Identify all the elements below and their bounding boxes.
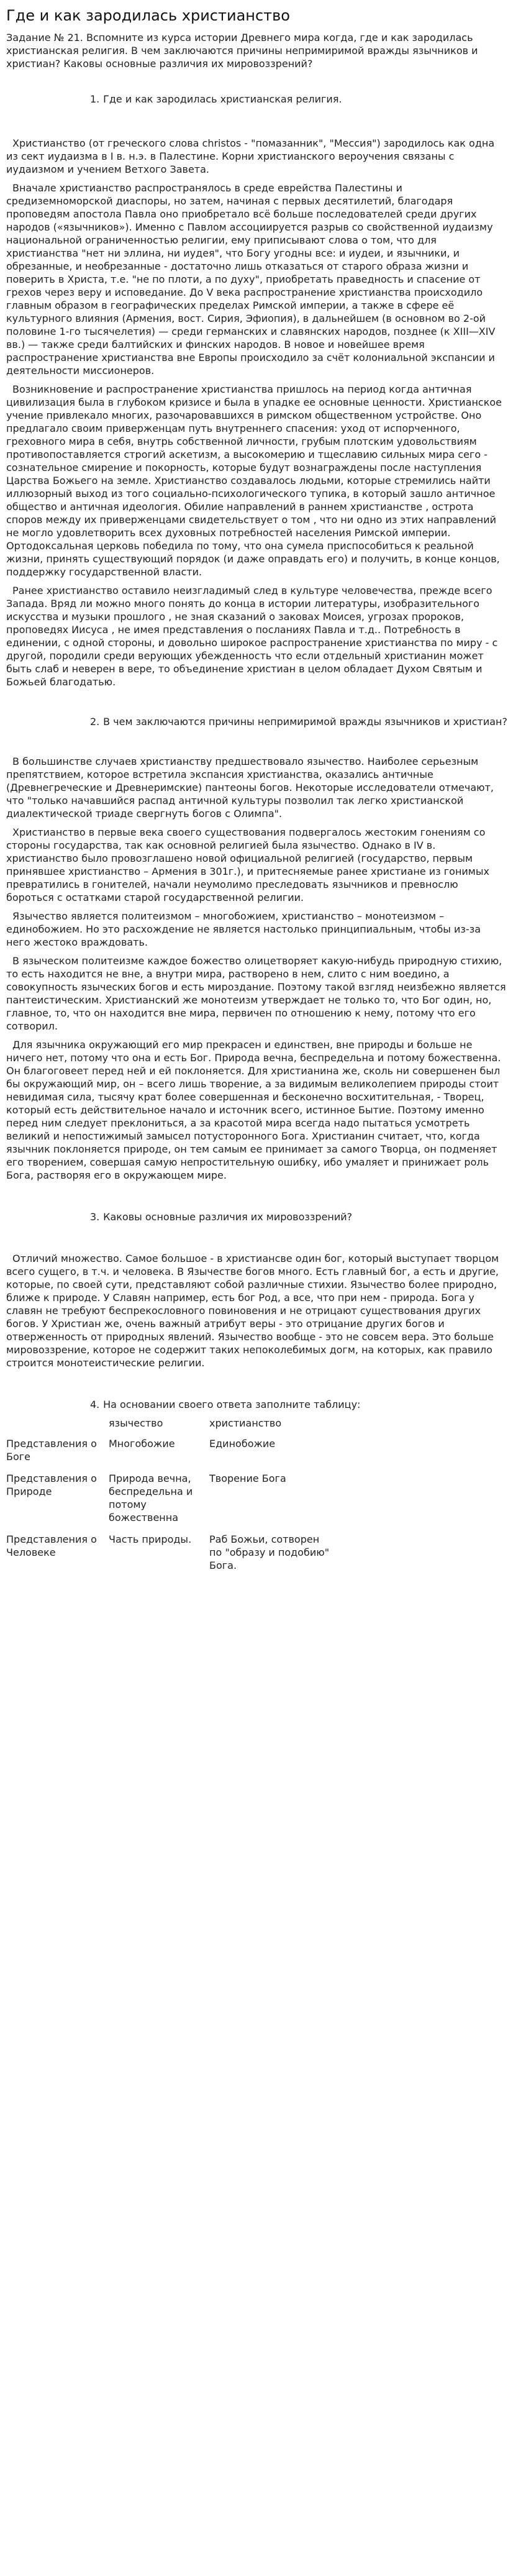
page-title: Где и как зародилась христианство (6, 7, 290, 24)
answer-2-paragraph: В языческом политеизме каждое божество олицетворяет какую-нибудь природную стихию, то есть находится не вне, а внутри мира, растворено в нем, слито с ним воедино, а совокупность языческих богов и есть мироздание. Поэтому такой взгляд неизбежно является пантеистическим. Христианский же монотеизм утверждает не только то, что Бог один, но, главное, то, что он находится вне мира, первичен по отношению к нему, потому что его сотворил. (6, 955, 506, 1032)
comparison-table (6, 1417, 333, 1581)
question-1-heading (6, 93, 507, 106)
answer-2-paragraph: Для язычника окружающий его мир прекрасен и единствен, вне природы и больше не ничего нет, потому что она и есть Бог. Природа вечна, беспредельна и потому божественна. Он благоговеет перед ней и ей поклоняется. Для христианина же, сколь ни совершенен был бы окружающий мир, он – всего лишь творение, а за видимым великолепием природы стоит невидимая сила, тысячу крат более совершенная и бесконечно восхитительная, - Творец, который есть действительное начало и источник всего, истинное Бытие. Поэтому именно перед ним следует преклониться, а за красотой мира всегда надо пытаться усмотреть великий и непостижимый замысел потусторонного Бога. Христианин считает, что, когда язычник поклоняется природе, он тем самым ее принимает за самого Творца, он подменяет его творением, совершая самую непростительную ошибку, ибо умаляет и принижает роль Бога, растворяя его в окружающем мире. (6, 1039, 501, 1181)
answer-1-paragraph: Возникновение и распространение христианства пришлось на период когда античная цивилизация была в глубоком кризисе и была в упадке ее основные ценности. Христианское учение привлекало многих, разочаровавшихся в римском общественном устройстве. Оно предлагало своим приверженцам путь внутреннего спасения: уход от испорченного, греховного мира в себя, внутрь собственной личности, грубым плотским удовольствиям противопоставляется строгий аскетизм, а высокомерию и тщеславию сильных мира сего - сознательное смирение и покорность, которые будут вознаграждены после наступления Царства Божьего на земле. Христианство создавалось людьми, которые стремились найти иллюзорный выход из того социально-психологического тупика, в который зашло античное общество и античная идеология. Обилие направлений в раннем христианстве , острота споров между их приверженцами свидетельствует о том , что ни одно из этих направлений не могло удовлетворить всех духовных потребностей населения Римской империи. Ортодоксальная церковь победила по тому, что она сумела приспособиться к реальной жизни, принять существующий порядок (и даже оправдать его) и получить, в конце концов, поддержку государственной власти. (6, 383, 502, 578)
answer-3-paragraph: Отличий множество. Самое большое - в христиансве один бог, который выступает творцом всего сущего, в т.ч. и человека. В Язычестве богов много. Есть главный бог, а есть и другие, которые, по своей сути, представляют собой различные стихии. Язычество более природно, ближе к природе. У Славян например, есть бог Род, а все, что при нем - природа. Бога у славян не требуют беспрекословного повиновения и не отрицают существования других богов. У Христиан же, очень важный атрибут веры - это отрицание других богов и отверженность от природных явлений. Язычество вообще - это не совсем вера. Это больше мировоззрение, которое не содержит таких непоколебимых догм, на которых, как правило строится монотеистические религии. (6, 1253, 499, 1369)
table-cell: Представления о Боге (6, 1438, 97, 1463)
answer-2-paragraph: В большинстве случаев христианству предшествовало язычество. Наиболее серьезным препятствием, которое встретила экспансия христианства, оказались античные (Древнегреческие и Древнеримские) пантеоны богов. Некоторые исследователи отмечают, что "только начавшийся распад античной культуры позволил так легко христианской диалектической триаде свергнуть богов с Олимпа". (6, 756, 494, 820)
answer-2-paragraph: Язычество является политеизмом – многобожием, христианство – монотеизмом – единобожием. Но это расхождение не является настолько принципиальным, чтобы из-за него жестоко враждовать. (6, 910, 481, 948)
table-row (6, 1472, 333, 1533)
question-2-heading (6, 715, 507, 728)
question-2-number: 2. (90, 716, 100, 728)
table-row (6, 1533, 333, 1581)
answer-1-paragraph: Христианство (от греческого слова christos - "помазанник", "Мессия") зародилось как одна из сект иудаизма в I в. н.э. в Палестине. Корни христианского вероучения связаны с иудаизмом и учением Ветхого Завета. (6, 137, 495, 175)
table-cell: Творение Бога (209, 1473, 286, 1484)
table-cell: Часть природы. (109, 1533, 192, 1545)
question-4-heading (6, 1398, 507, 1411)
table-row (6, 1437, 333, 1472)
question-4-number: 4. (90, 1399, 100, 1410)
answer-1-paragraph: Вначале христианство распространялось в среде еврейства Палестины и средиземноморской диаспоры, но затем, начиная с первых десятилетий, благодаря проповедям апостола Павла оно приобретало всё больше последователей среди других народов («язычников»). Именно с Павлом ассоциируется разрыв со свойственной иудаизму национальной ограниченностью религии, ему приписывают слова о том, что для христианства "нет ни эллина, ни иудея", что Богу угодны все: и иудеи, и язычники, и обрезанные, и необрезанные - достаточно лишь отказаться от старого образа жизни и поверить в Христа, т.е. "не по плоти, а по духу", приобретать праведность и спасение от грехов через веру и исповедание. До V века распространение христианства происходило главным образом в географических пределах Римской империи, а также в сфере её культурного влияния (Армения, вост. Сирия, Эфиопия), в дальнейшем (в основном во 2-ой половине 1-го тысячелетия) — среди германских и славянских народов, позднее (к XIII—XIV вв.) — также среди балтийских и финских народов. В новое и новейшее время распространение христианства вне Европы происходило за счёт колониальной экспансии и деятельности миссионеров. (6, 182, 496, 377)
question-3-heading (6, 1210, 507, 1223)
table-cell: Раб Божьи, сотворен по "образу и подобию" Бога. (209, 1533, 330, 1571)
question-1-text: Где и как зародилась христианская религия. (103, 93, 342, 105)
question-3-text: Каковы основные различия их мировоззрений? (103, 1211, 353, 1223)
answer-1-paragraph: Ранее христианство оставило неизгладимый след в культуре человечества, прежде всего Запада. Вряд ли можно много понять до конца в истории литературы, изобразительного искусства и музыки прошлого , не зная сказаний о заковах Моисея, угрозах пророков, проповедях Иисуса , не имея представления о посланиях Павла и т.д.. Потребность в единении, с одной стороны, и довольно широкое распространение христианства по миру - с другой, породили среди верующих убежденность что если отдельный христианин может быть слаб и неверен в вере, то объединение христиан в целом обладает Духом Святым и Божьей благодатью. (6, 585, 498, 688)
question-4-text: На основании своего ответа заполните таблицу: (103, 1399, 361, 1410)
table-header-cell: христианство (209, 1417, 282, 1429)
question-3-number: 3. (90, 1211, 100, 1223)
answer-2-paragraph: Христианство в первые века своего существования подвергалось жестоким гонениям со стороны государства, так как основной религией была язычество. Однако в IV в. христианство было провозглашено новой официальной религией (государство, первым принявшее христианство – Армения в 301г.), и притесняемые ранее христиане из гонимых превратились в гонителей, начали неумолимо преследовать язычников и превнослю бороться с остатками старой государственной религии. (6, 826, 489, 903)
table-cell: Природа вечна, беспредельна и потому божественна (109, 1473, 193, 1523)
table-cell: Представления о Природе (6, 1473, 97, 1497)
table-header-cell (6, 1417, 109, 1437)
table-cell: Представления о Человеке (6, 1533, 97, 1558)
question-2-text: В чем заключаются причины непримиримой вражды язычников и христиан? (103, 716, 507, 728)
question-1-number: 1. (90, 93, 100, 105)
task-text: Задание № 21. Вспомните из курса истории Древнего мира когда, где и как зародилась христианская религия. В чем заключаются причины непримиримой вражды язычников и христиан? Каковы основные различия их мировоззрений? (6, 32, 478, 70)
table-cell: Единобожие (209, 1438, 276, 1450)
table-cell: Многобожие (109, 1438, 175, 1450)
table-header-row (6, 1417, 333, 1437)
table-header-cell: язычество (109, 1417, 163, 1429)
